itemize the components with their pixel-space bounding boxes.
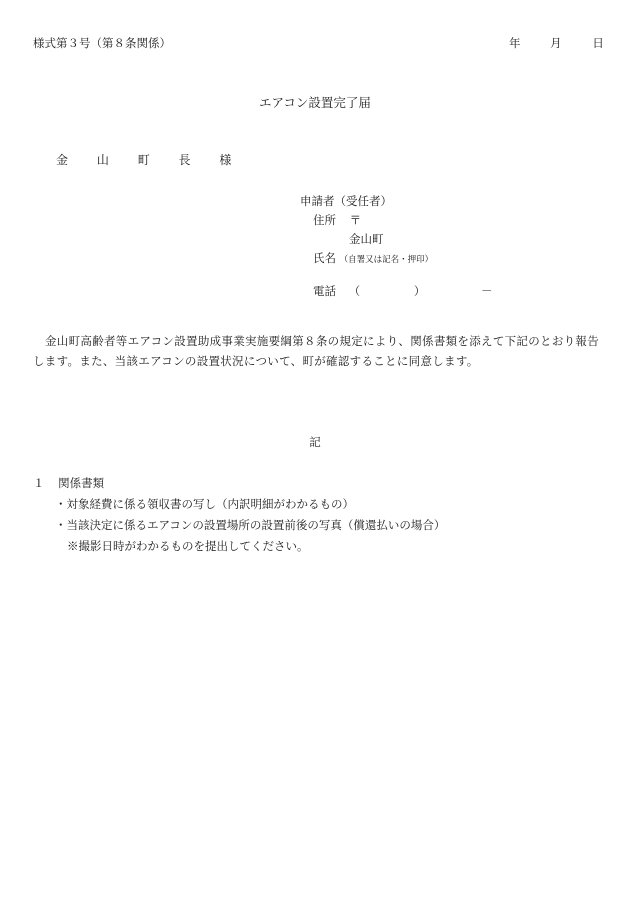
section-number: １ [33,476,45,490]
town-row: 金山町 [349,232,384,246]
section-title: 関係書類 [58,476,105,490]
note-text: ※撮影日時がわかるものを提出してください。 [67,539,309,553]
document-title: エアコン設置完了届 [259,95,371,110]
body-paragraph: 金山町高齢者等エアコン設置助成事業実施要綱第８条の規定により、関係書類を添えて下記のとおり報告します。また、当該エアコンの設置状況について、町が確認することに同意します。 [33,334,600,368]
addressee-char: 金 [56,153,69,167]
list-item: ・当該決定に係るエアコンの設置場所の設置前後の写真（償還払いの場合） [55,518,446,532]
addressee-char: 様 [219,153,232,167]
addressee-char: 長 [178,153,191,167]
date-month: 月 [550,36,562,50]
phone-close: ） [413,284,426,298]
postal-mark: 〒 [349,213,362,227]
applicant-block [300,192,492,301]
phone-label: 電話 [313,284,336,298]
phone-row [300,282,492,301]
phone-dash: － [480,284,493,298]
name-label: 氏名 [313,251,336,265]
address-row [300,211,492,230]
name-note: （自署又は記名・押印） [339,255,434,265]
date-line [509,35,604,51]
ki-heading: 記 [309,435,321,449]
date-day: 日 [592,36,604,50]
addressee-char: 町 [137,153,150,167]
related-documents-section [33,473,445,557]
name-row [300,249,492,268]
list-item: ・対象経費に係る領収書の写し（内訳明細がわかるもの） [55,497,354,511]
addressee [56,151,231,168]
phone-open: （ [348,284,361,298]
addressee-char: 山 [96,153,109,167]
date-year: 年 [509,36,521,50]
form-number: 様式第３号（第８条関係） [33,36,171,50]
address-label: 住所 [313,213,336,227]
section-heading [33,473,445,494]
applicant-heading: 申請者（受任者） [300,194,392,208]
